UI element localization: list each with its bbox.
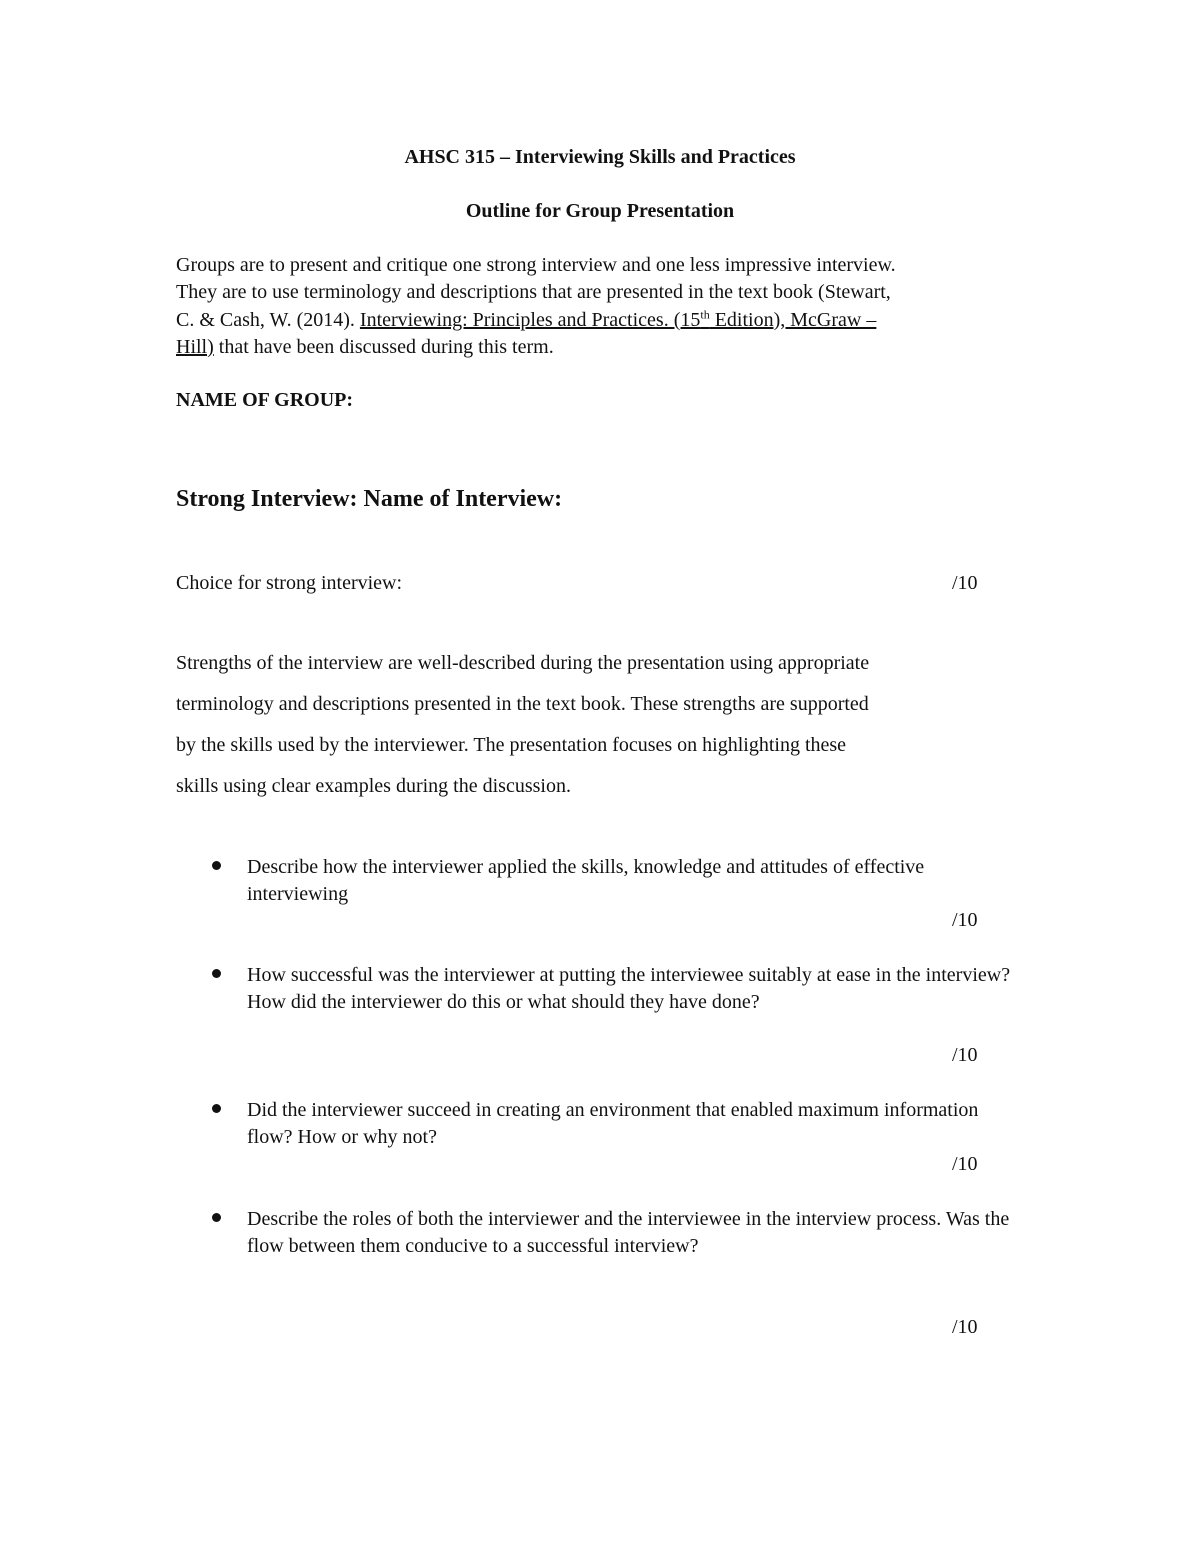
section-heading: Strong Interview: Name of Interview: (176, 486, 563, 512)
intro-citation-text: C. & Cash, W. (2014). (176, 309, 360, 331)
group-name-label: NAME OF GROUP: (176, 389, 354, 411)
document-subtitle: Outline for Group Presentation (465, 200, 735, 222)
intro-end-text: that have been discussed during this term. (213, 336, 554, 358)
document-title: AHSC 315 – Interviewing Skills and Practices (404, 146, 796, 168)
bullet-2-score: /10 (952, 1044, 978, 1066)
strengths-paragraph (176, 643, 1026, 807)
book-reference-end: Hill) (176, 336, 214, 358)
choice-label: Choice for strong interview: (176, 572, 403, 594)
book-reference: Interviewing: Principles and Practices. (15th Edition), McGraw – (359, 307, 877, 331)
intro-line-4 (176, 334, 554, 361)
intro-line-2: They are to use terminology and descriptions that are presented in the text book (Stewart, (176, 281, 891, 303)
bullet-icon (212, 1213, 221, 1222)
bullet-3-score: /10 (952, 1153, 978, 1175)
strengths-line-1: Strengths of the interview are well-described during the presentation using appropriate (176, 652, 870, 674)
strengths-line-4: skills using clear examples during the discussion. (176, 775, 571, 797)
bullet-item-3: Did the interviewer succeed in creating an environment that enabled maximum information flow? How or why not? (247, 1099, 979, 1148)
intro-line-1: Groups are to present and critique one strong interview and one less impressive interview. (176, 254, 896, 276)
bullet-icon (212, 861, 221, 870)
bullet-item-1: Describe how the interviewer applied the skills, knowledge and attitudes of effective interviewing (247, 856, 925, 905)
choice-score: /10 (952, 572, 978, 594)
strengths-line-2: terminology and descriptions presented in the text book. These strengths are supported (176, 693, 869, 715)
strengths-line-3: by the skills used by the interviewer. The presentation focuses on highlighting these (176, 734, 847, 756)
bullet-icon (212, 969, 221, 978)
bullet-item-4: Describe the roles of both the interviewer and the interviewee in the interview process. Was the flow between them conducive to a successful interview? (247, 1208, 1010, 1257)
bullet-1-score: /10 (952, 909, 978, 931)
intro-line-3 (176, 307, 876, 334)
bullet-4-score: /10 (952, 1316, 978, 1338)
bullet-item-2: How successful was the interviewer at putting the interviewee suitably at ease in the interview? How did the interviewer do this or what should they have done? (247, 964, 1011, 1013)
bullet-icon (212, 1104, 221, 1113)
